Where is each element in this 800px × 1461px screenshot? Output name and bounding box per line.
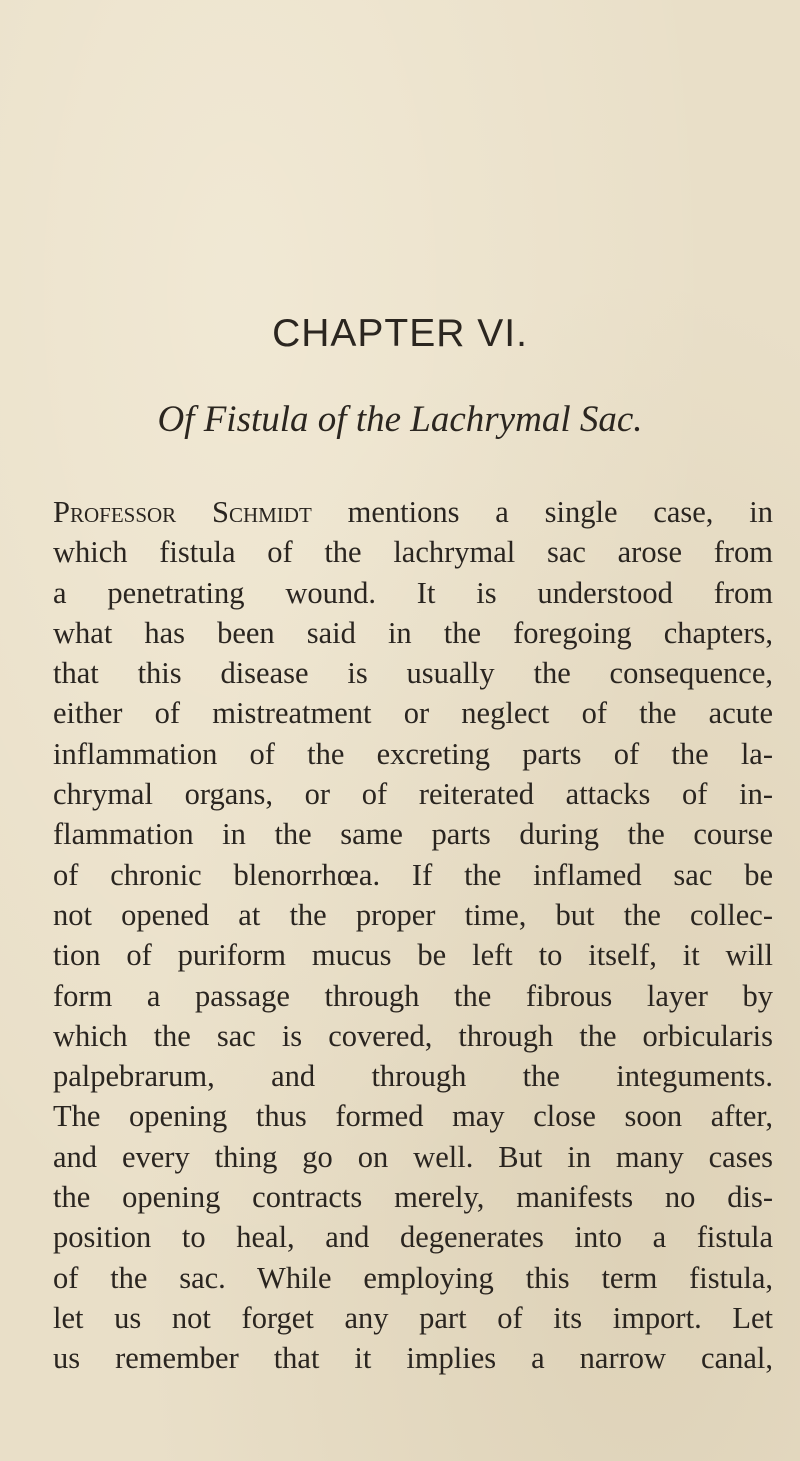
- text-line-1-rest: mentions a single case, in: [311, 495, 773, 529]
- text-line-10: of chronic blenorrhœa. If the inflamed sac be: [53, 857, 773, 892]
- text-line-13: form a passage through the fibrous layer by: [53, 978, 773, 1013]
- text-line-11: not opened at the proper time, but the collec-: [53, 897, 773, 932]
- body-text: [53, 492, 773, 1379]
- text-line-3: a penetrating wound. It is understood from: [53, 575, 773, 610]
- text-line-22: us remember that it implies a narrow canal,: [53, 1341, 773, 1376]
- lead-words: Professor Schmidt: [53, 495, 312, 529]
- text-line-15: palpebrarum, and through the integuments.: [53, 1059, 773, 1094]
- text-line-8: chrymal organs, or of reiterated attacks of in-: [53, 777, 773, 812]
- text-line-9: flammation in the same parts during the course: [53, 817, 773, 852]
- text-line-16: The opening thus formed may close soon after,: [53, 1099, 773, 1134]
- text-line-20: of the sac. While employing this term fistula,: [53, 1260, 773, 1295]
- chapter-heading: CHAPTER VI.: [272, 312, 528, 355]
- text-line-5: that this disease is usually the consequence,: [53, 656, 773, 691]
- text-line-14: which the sac is covered, through the orbicularis: [53, 1018, 773, 1053]
- chapter-subtitle: Of Fistula of the Lachrymal Sac.: [157, 399, 643, 440]
- text-line-12: tion of puriform mucus be left to itself, it will: [53, 938, 773, 973]
- text-line-7: inflammation of the excreting parts of the la-: [53, 736, 773, 771]
- text-line-4: what has been said in the foregoing chapters,: [53, 615, 773, 650]
- text-line-1: [53, 492, 773, 532]
- text-line-2: which fistula of the lachrymal sac arose from: [53, 535, 773, 570]
- text-line-6: either of mistreatment or neglect of the acute: [53, 696, 773, 731]
- text-line-17: and every thing go on well. But in many cases: [53, 1139, 773, 1174]
- text-line-19: position to heal, and degenerates into a fistula: [53, 1220, 773, 1255]
- text-line-21: let us not forget any part of its import. Let: [53, 1300, 773, 1335]
- text-line-18: the opening contracts merely, manifests no dis-: [53, 1180, 773, 1215]
